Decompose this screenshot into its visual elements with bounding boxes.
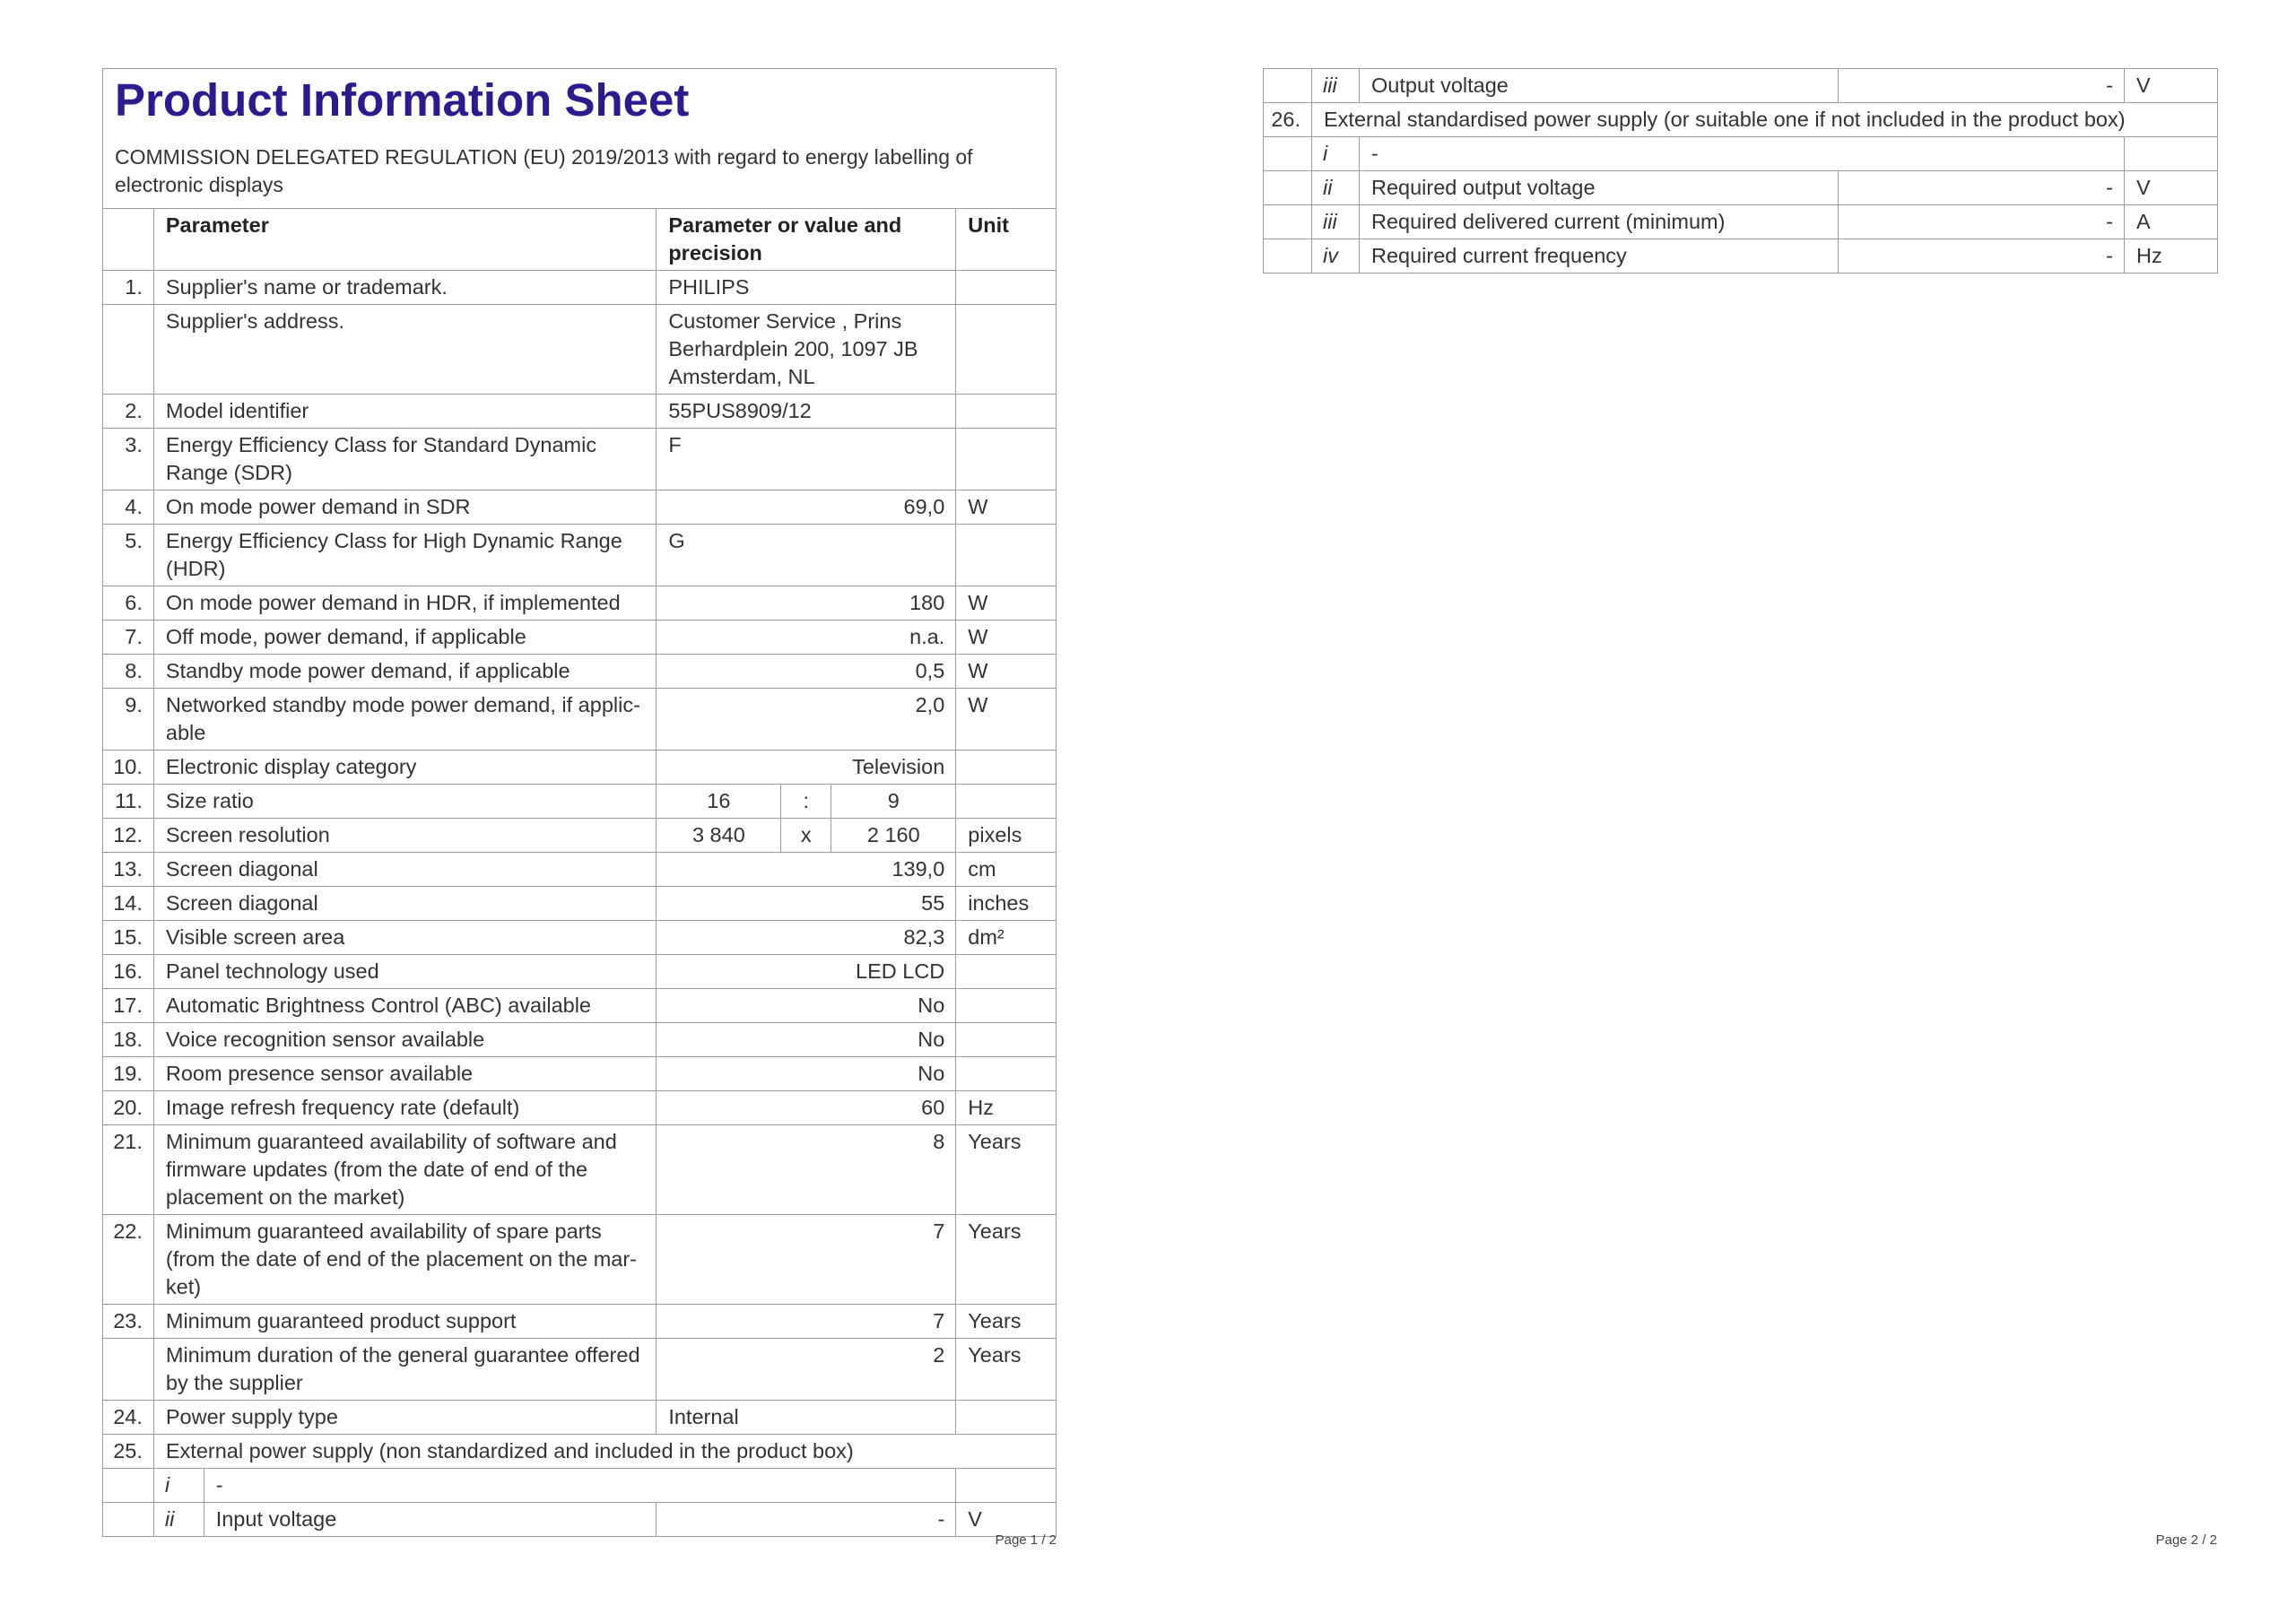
table-subrow [103,1503,1057,1537]
row-number: 17. [103,989,154,1023]
row-value: 2,0 [657,689,956,751]
row-number [1264,137,1312,171]
table-row [103,1305,1057,1339]
row-number: 11. [103,785,154,819]
row-parameter: External standardised power supply (or suitable one if not included in the product box) [1312,103,2218,137]
row-unit: Years [956,1215,1057,1305]
row-number: 25. [103,1435,154,1469]
row-parameter: Required delivered current (minimum) [1360,205,1839,239]
subrow-marker: ii [1312,171,1360,205]
header-parameter: Parameter [153,209,656,271]
row-parameter: Supplier's address. [153,305,656,395]
row-unit: W [956,655,1057,689]
row-parameter: Size ratio [153,785,656,819]
row-number: 24. [103,1401,154,1435]
row-value: - [1839,239,2125,273]
row-number: 9. [103,689,154,751]
row-value: 8 [657,1125,956,1215]
row-unit: W [956,586,1057,621]
row-value: 69,0 [657,490,956,525]
row-parameter: Energy Efficiency Class for High Dynamic Range (HDR) [153,525,656,586]
table-row [103,1091,1057,1125]
row-value: G [657,525,956,586]
row-number: 3. [103,429,154,490]
table-subrow [1264,69,2218,103]
row-parameter: Supplier's name or trademark. [153,271,656,305]
row-value: - [1839,69,2125,103]
row-number: 14. [103,887,154,921]
row-parameter: Required current frequency [1360,239,1839,273]
subrow-marker: i [153,1469,204,1503]
row-value: 55PUS8909/12 [657,395,956,429]
row-number: 15. [103,921,154,955]
row-unit: W [956,621,1057,655]
subrow-marker: iii [1312,69,1360,103]
table-row [103,1023,1057,1057]
table-row [103,655,1057,689]
row-value: No [657,989,956,1023]
row-parameter: Image refresh frequency rate (default) [153,1091,656,1125]
row-number [1264,171,1312,205]
table-row [103,853,1057,887]
row-number: 16. [103,955,154,989]
row-value: - [1839,205,2125,239]
table-row [103,1435,1057,1469]
page-number-1: Page 1 / 2 [995,1532,1057,1548]
row-parameter: Power supply type [153,1401,656,1435]
row-parameter: Standby mode power demand, if applicable [153,655,656,689]
header-value: Parameter or value and precision [657,209,956,271]
table-row [103,751,1057,785]
row-unit [956,1023,1057,1057]
product-info-table [102,208,1057,1537]
subrow-marker: i [1312,137,1360,171]
row-parameter: Off mode, power demand, if applicable [153,621,656,655]
row-number: 18. [103,1023,154,1057]
table-header-row [103,209,1057,271]
table-row [103,1401,1057,1435]
resolution-separator: x [781,819,831,853]
row-number: 13. [103,853,154,887]
row-parameter: Minimum guaranteed product support [153,1305,656,1339]
row-parameter: Minimum guaranteed availability of software and firmware updates (from the date of end of the placement on the market) [153,1125,656,1215]
row-parameter: Panel technology used [153,955,656,989]
table-row [103,525,1057,586]
row-unit: Years [956,1125,1057,1215]
row-value: No [657,1057,956,1091]
row-unit [956,1057,1057,1091]
row-value: Internal [657,1401,956,1435]
row-value: - [657,1503,956,1537]
row-unit [956,525,1057,586]
row-unit: pixels [956,819,1057,853]
row-unit: W [956,689,1057,751]
row-unit: V [2125,69,2218,103]
row-parameter: Automatic Brightness Control (ABC) available [153,989,656,1023]
row-number: 21. [103,1125,154,1215]
row-unit [956,395,1057,429]
row-number: 20. [103,1091,154,1125]
table-row [103,955,1057,989]
row-value: 55 [657,887,956,921]
row-parameter: On mode power demand in HDR, if implemented [153,586,656,621]
table-row [103,1125,1057,1215]
row-value: Television [657,751,956,785]
row-number: 2. [103,395,154,429]
row-number: 5. [103,525,154,586]
row-number: 23. [103,1305,154,1339]
row-number: 4. [103,490,154,525]
row-parameter: Input voltage [204,1503,657,1537]
row-unit [956,751,1057,785]
table-row [103,1057,1057,1091]
table-subrow [103,1469,1057,1503]
row-unit [956,1469,1057,1503]
table-subrow [1264,137,2218,171]
table-row [103,621,1057,655]
header-num [103,209,154,271]
row-value: PHILIPS [657,271,956,305]
table-row [103,305,1057,395]
row-parameter: Required output voltage [1360,171,1839,205]
row-unit [2125,137,2218,171]
table-row [103,1339,1057,1401]
row-unit [956,271,1057,305]
table-row [103,429,1057,490]
row-number: 6. [103,586,154,621]
row-parameter: Output voltage [1360,69,1839,103]
table-row [103,689,1057,751]
row-number: 19. [103,1057,154,1091]
row-unit: Hz [956,1091,1057,1125]
row-unit: V [956,1503,1057,1537]
row-unit: V [2125,171,2218,205]
table-row [103,395,1057,429]
row-parameter: Model identifier [153,395,656,429]
table-row [103,1215,1057,1305]
row-parameter: Networked standby mode power demand, if applic-able [153,689,656,751]
row-value: n.a. [657,621,956,655]
row-value: 139,0 [657,853,956,887]
row-unit [956,989,1057,1023]
table-row [103,921,1057,955]
table-row [103,490,1057,525]
ratio-width: 16 [657,785,781,819]
sheet-header [102,68,1057,208]
row-value: - [1839,171,2125,205]
row-value: Customer Service , Prins Berhardplein 200, 1097 JB Amsterdam, NL [657,305,956,395]
table-subrow [1264,171,2218,205]
row-value: F [657,429,956,490]
ratio-separator: : [781,785,831,819]
table-subrow [1264,239,2218,273]
page-one [102,68,1057,1537]
row-number [103,1503,154,1537]
subrow-marker: iv [1312,239,1360,273]
row-number [1264,205,1312,239]
row-parameter: Electronic display category [153,751,656,785]
row-number [1264,69,1312,103]
row-parameter: On mode power demand in SDR [153,490,656,525]
row-value: No [657,1023,956,1057]
row-unit: Years [956,1339,1057,1401]
row-parameter: Voice recognition sensor available [153,1023,656,1057]
row-number [103,1469,154,1503]
table-row [103,586,1057,621]
table-row [103,819,1057,853]
table-subrow [1264,205,2218,239]
row-unit: Hz [2125,239,2218,273]
row-number: 10. [103,751,154,785]
table-row [103,785,1057,819]
row-parameter: External power supply (non standardized and included in the product box) [153,1435,1056,1469]
row-value: 7 [657,1215,956,1305]
row-unit: inches [956,887,1057,921]
row-value: LED LCD [657,955,956,989]
row-value: 2 [657,1339,956,1401]
row-value: 7 [657,1305,956,1339]
table-row [103,989,1057,1023]
row-unit: Years [956,1305,1057,1339]
row-parameter: - [1360,137,2125,171]
row-unit [956,1401,1057,1435]
subrow-marker: iii [1312,205,1360,239]
row-parameter: Room presence sensor available [153,1057,656,1091]
row-unit: A [2125,205,2218,239]
resolution-height: 2 160 [831,819,956,853]
row-parameter: Visible screen area [153,921,656,955]
row-unit: W [956,490,1057,525]
row-unit: dm² [956,921,1057,955]
regulation-text: COMMISSION DELEGATED REGULATION (EU) 2019/2013 with regard to energy labelling of electronic displays [115,145,973,197]
row-number: 22. [103,1215,154,1305]
row-number: 7. [103,621,154,655]
row-parameter: Minimum duration of the general guarantee offered by the supplier [153,1339,656,1401]
header-unit: Unit [956,209,1057,271]
ratio-height: 9 [831,785,956,819]
row-parameter: Minimum guaranteed availability of spare parts (from the date of end of the placement on the mar-ket) [153,1215,656,1305]
page-two [1263,68,2217,273]
row-value: 82,3 [657,921,956,955]
row-number [1264,239,1312,273]
row-unit [956,955,1057,989]
subrow-marker: ii [153,1503,204,1537]
row-parameter: Screen diagonal [153,853,656,887]
page-title: Product Information Sheet [115,74,690,126]
row-number: 12. [103,819,154,853]
row-value: 60 [657,1091,956,1125]
row-value: 180 [657,586,956,621]
row-number [103,1339,154,1401]
row-unit: cm [956,853,1057,887]
row-parameter: - [204,1469,956,1503]
table-row [103,271,1057,305]
page-number-2: Page 2 / 2 [2155,1532,2217,1548]
row-number: 1. [103,271,154,305]
row-parameter: Energy Efficiency Class for Standard Dynamic Range (SDR) [153,429,656,490]
row-number: 8. [103,655,154,689]
row-unit [956,429,1057,490]
row-parameter: Screen resolution [153,819,656,853]
product-info-table-continued [1263,68,2218,273]
row-value: 0,5 [657,655,956,689]
row-number: 26. [1264,103,1312,137]
row-number [103,305,154,395]
row-unit [956,785,1057,819]
table-row [1264,103,2218,137]
row-unit [956,305,1057,395]
table-row [103,887,1057,921]
resolution-width: 3 840 [657,819,781,853]
row-parameter: Screen diagonal [153,887,656,921]
